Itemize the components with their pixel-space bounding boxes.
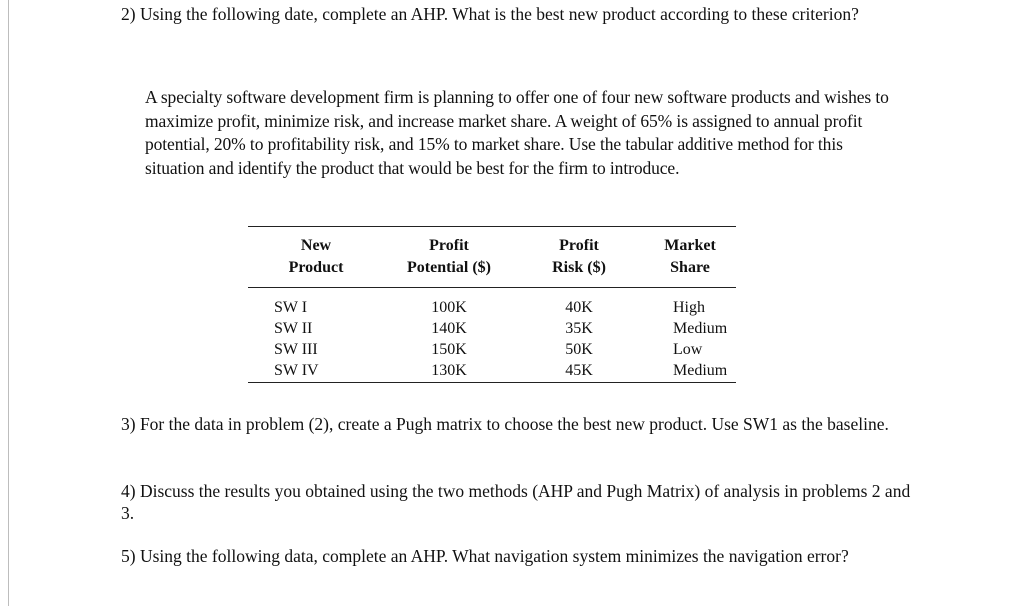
cell-product: SW I <box>274 299 308 316</box>
cell-profit-potential: 150K <box>431 341 467 358</box>
header-line: Profit <box>429 237 469 254</box>
header-line: Market <box>664 237 716 254</box>
table-row <box>248 318 736 339</box>
table-row <box>248 288 736 319</box>
scenario-paragraph: A specialty software development firm is planning to offer one of four new software products and wishes to maximize profit, minimize risk, and increase market share. A weight of 65% is assigned to annual profit potential, 20% to profitability risk, and 15% to market share. Use the tabular additive method for this situation and identify the product that would be best for the firm to introduce. <box>145 87 889 178</box>
cell-profit-risk: 45K <box>565 362 593 379</box>
table-header-row <box>248 227 736 288</box>
product-criteria-table <box>248 226 736 383</box>
question-5-text: 5) Using the following data, complete an AHP. What navigation system minimizes the navigation error? <box>121 546 849 566</box>
cell-market-share: Low <box>673 341 703 358</box>
cell-profit-potential: 100K <box>431 299 467 316</box>
cell-profit-potential: 140K <box>431 320 467 337</box>
cell-profit-risk: 50K <box>565 341 593 358</box>
cell-market-share: Medium <box>673 320 728 337</box>
cell-market-share: Medium <box>673 362 728 379</box>
table-row <box>248 339 736 360</box>
cell-market-share: High <box>673 299 705 316</box>
cell-profit-risk: 35K <box>565 320 593 337</box>
header-line: Profit <box>559 237 599 254</box>
cell-profit-risk: 40K <box>565 299 593 316</box>
question-2-text: 2) Using the following date, complete an AHP. What is the best new product according to these criterion? <box>121 4 859 24</box>
header-new-product <box>248 227 384 288</box>
header-line: New <box>300 237 332 254</box>
cell-product: SW II <box>274 320 313 337</box>
header-line: Product <box>288 259 344 276</box>
cell-product: SW IV <box>274 362 319 379</box>
product-table-container <box>248 226 736 383</box>
question-4-text: 4) Discuss the results you obtained using the two methods (AHP and Pugh Matrix) of analysis in problems 2 and 3. <box>121 481 911 523</box>
header-market-share <box>644 227 736 288</box>
question-3-text: 3) For the data in problem (2), create a Pugh matrix to choose the best new product. Use SW1 as the baseline. <box>121 414 889 434</box>
header-line: Risk ($) <box>552 259 606 276</box>
cell-profit-potential: 130K <box>431 362 467 379</box>
header-line: Share <box>670 259 710 276</box>
table-row <box>248 360 736 383</box>
header-profit-risk <box>514 227 644 288</box>
cell-product: SW III <box>274 341 318 358</box>
header-profit-potential <box>384 227 514 288</box>
header-line: Potential ($) <box>407 259 491 276</box>
page-left-border <box>8 0 9 606</box>
